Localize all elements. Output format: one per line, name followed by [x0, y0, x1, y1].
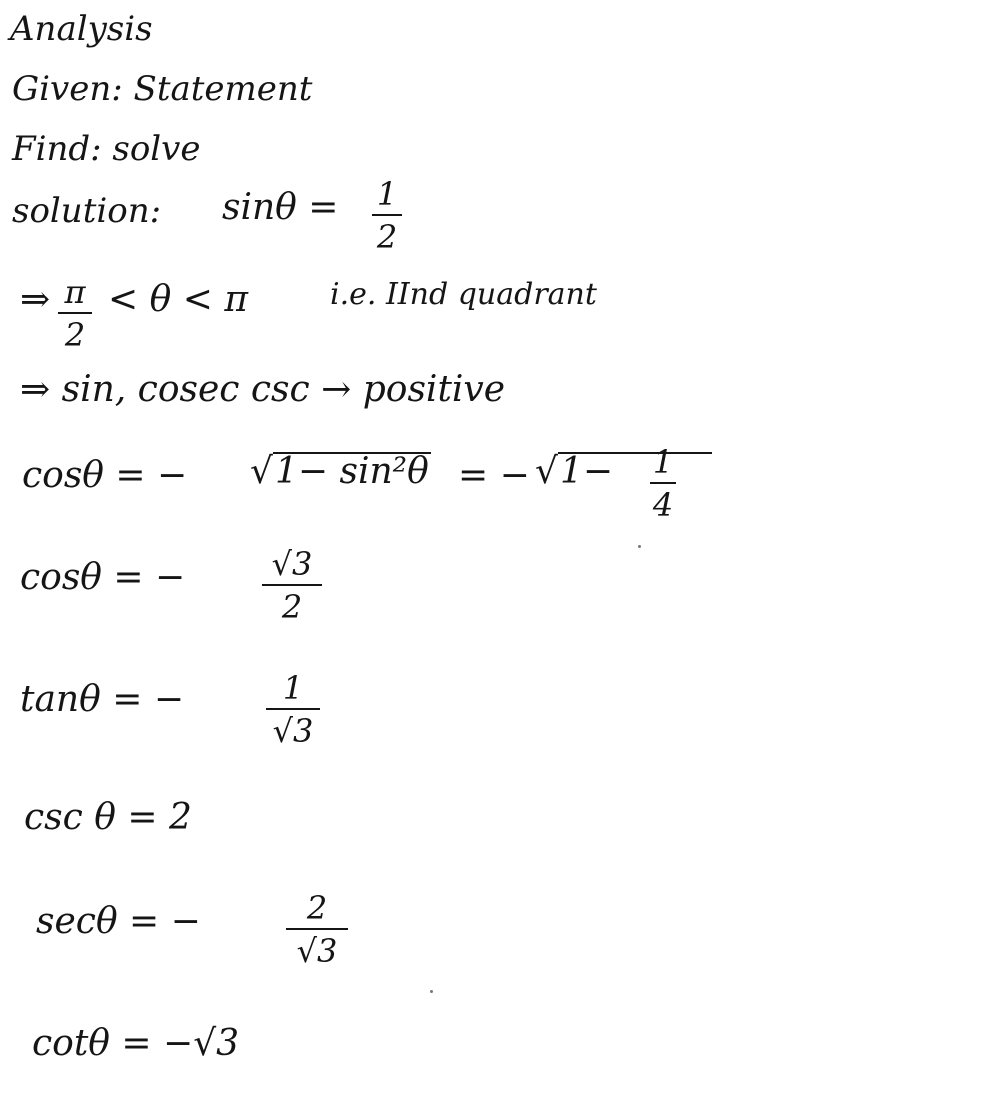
quarter-denominator: 4 [652, 486, 674, 524]
cos-second-numerator: √3 [271, 545, 313, 583]
quarter-fraction-bar [650, 482, 676, 484]
given-line: Given: Statement [12, 69, 313, 109]
cos-first-middle: = − [458, 455, 530, 496]
csc-equation: csc θ = 2 [24, 797, 192, 838]
positive-functions-line: ⇒ sin, cosec csc → positive [20, 369, 506, 410]
pi-fraction-bar [58, 312, 92, 314]
quadrant-note: i.e. IInd quadrant [330, 277, 597, 312]
cos-second-denominator: 2 [281, 588, 303, 626]
sin-equation-lhs: sinθ = [222, 187, 339, 228]
sec-numerator: 2 [306, 889, 328, 927]
cos-second-lhs: cosθ = − [20, 557, 186, 598]
analysis-heading: Analysis [10, 9, 153, 49]
sqrt-content-two [558, 452, 712, 490]
sin-denominator: 2 [376, 218, 398, 256]
quadrant-arrow: ⇒ [20, 279, 51, 320]
sin-fraction [372, 175, 402, 256]
sec-lhs: secθ = − [36, 901, 201, 942]
paper-speck [638, 545, 641, 548]
quarter-fraction [650, 443, 676, 524]
sec-denominator: √3 [296, 932, 338, 970]
sqrt-symbol-one: √ [250, 451, 273, 492]
tan-fraction-bar [266, 708, 320, 710]
quarter-numerator: 1 [652, 443, 674, 481]
sin-numerator: 1 [376, 175, 398, 213]
tan-denominator: √3 [272, 712, 314, 750]
find-line: Find: solve [12, 129, 201, 169]
pi-numerator: π [64, 273, 86, 311]
cos-first-lhs: cosθ = − [22, 455, 188, 496]
sqrt-content-one: 1− sin²θ [274, 451, 429, 492]
cos-first-sqrt [250, 452, 431, 490]
cot-equation: cotθ = −√3 [32, 1023, 240, 1064]
cos-second-fraction-bar [262, 584, 322, 586]
pi-denominator: 2 [64, 316, 86, 354]
sec-fraction [286, 889, 348, 970]
cos-second-fraction [262, 545, 322, 626]
pi-over-two-fraction [58, 273, 92, 354]
theta-range: < θ < π [108, 279, 248, 320]
sqrt-inner-text: 1− [559, 451, 614, 492]
cos-first-second-sqrt [535, 452, 712, 490]
sqrt-symbol-two: √ [535, 451, 558, 492]
tan-numerator: 1 [282, 669, 304, 707]
paper-speck-lower [430, 990, 433, 993]
sec-fraction-bar [286, 928, 348, 930]
solution-label: solution: [12, 191, 162, 231]
tan-lhs: tanθ = − [20, 679, 185, 720]
tan-fraction [266, 669, 320, 750]
sin-fraction-bar [372, 214, 402, 216]
